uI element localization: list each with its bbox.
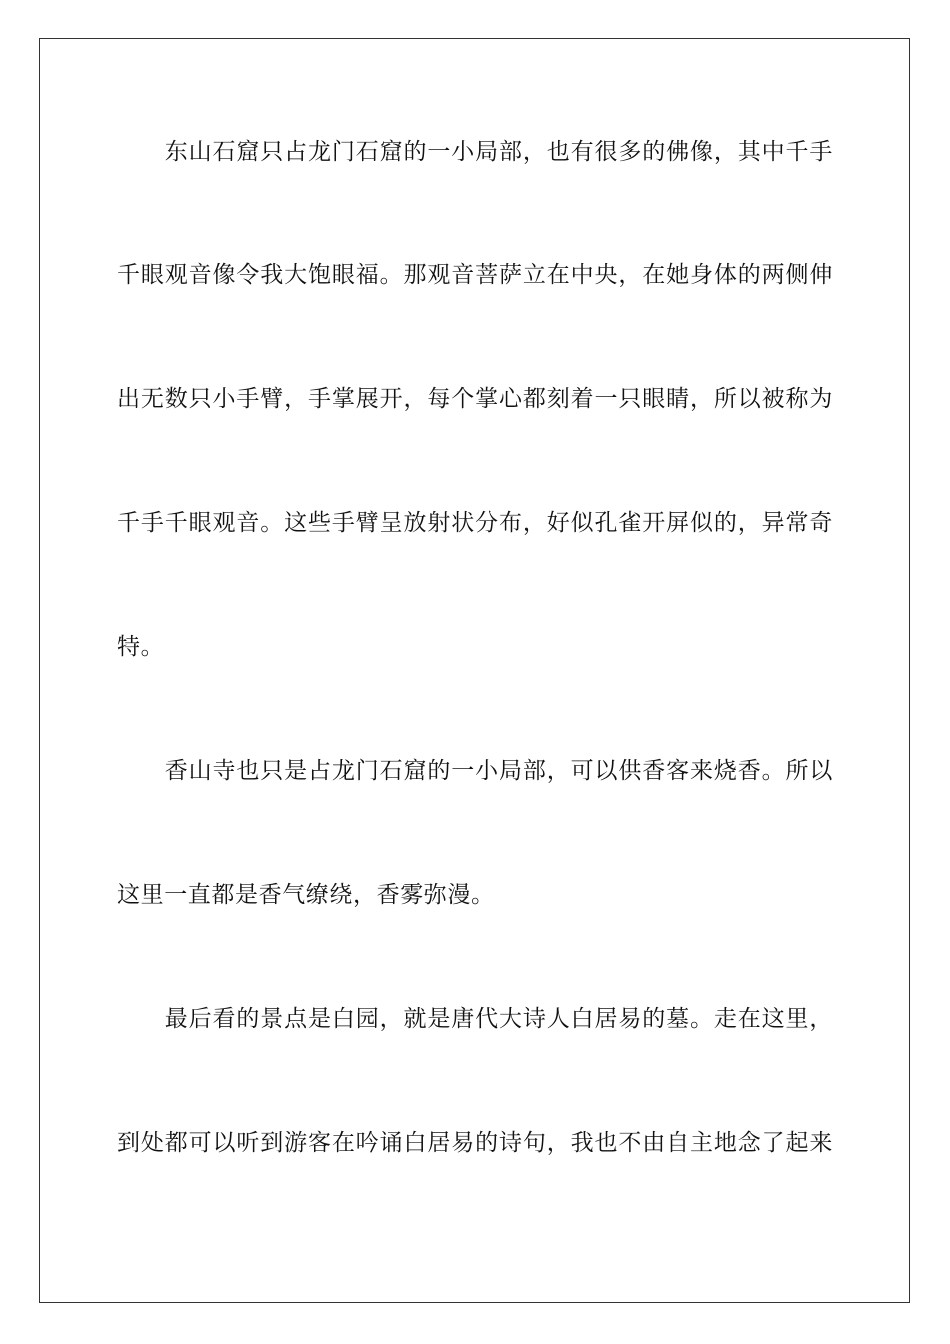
text-line-1: 东山石窟只占龙门石窟的一小局部，也有很多的佛像，其中千手 — [117, 139, 833, 165]
text-line-8: 最后看的景点是白园，就是唐代大诗人白居易的墓。走在这里， — [117, 1006, 833, 1032]
text-line-2: 千眼观音像令我大饱眼福。那观音菩萨立在中央，在她身体的两侧伸 — [117, 262, 833, 288]
page-border — [39, 38, 910, 1303]
text-line-7: 这里一直都是香气缭绕，香雾弥漫。 — [117, 882, 495, 908]
text-line-9: 到处都可以听到游客在吟诵白居易的诗句，我也不由自主地念了起来 — [117, 1130, 833, 1156]
text-line-5: 特。 — [117, 634, 165, 660]
text-line-4: 千手千眼观音。这些手臂呈放射状分布，好似孔雀开屏似的，异常奇 — [117, 510, 833, 536]
text-line-3: 出无数只小手臂，手掌展开，每个掌心都刻着一只眼睛，所以被称为 — [117, 386, 833, 412]
text-line-6: 香山寺也只是占龙门石窟的一小局部，可以供香客来烧香。所以 — [117, 758, 833, 784]
